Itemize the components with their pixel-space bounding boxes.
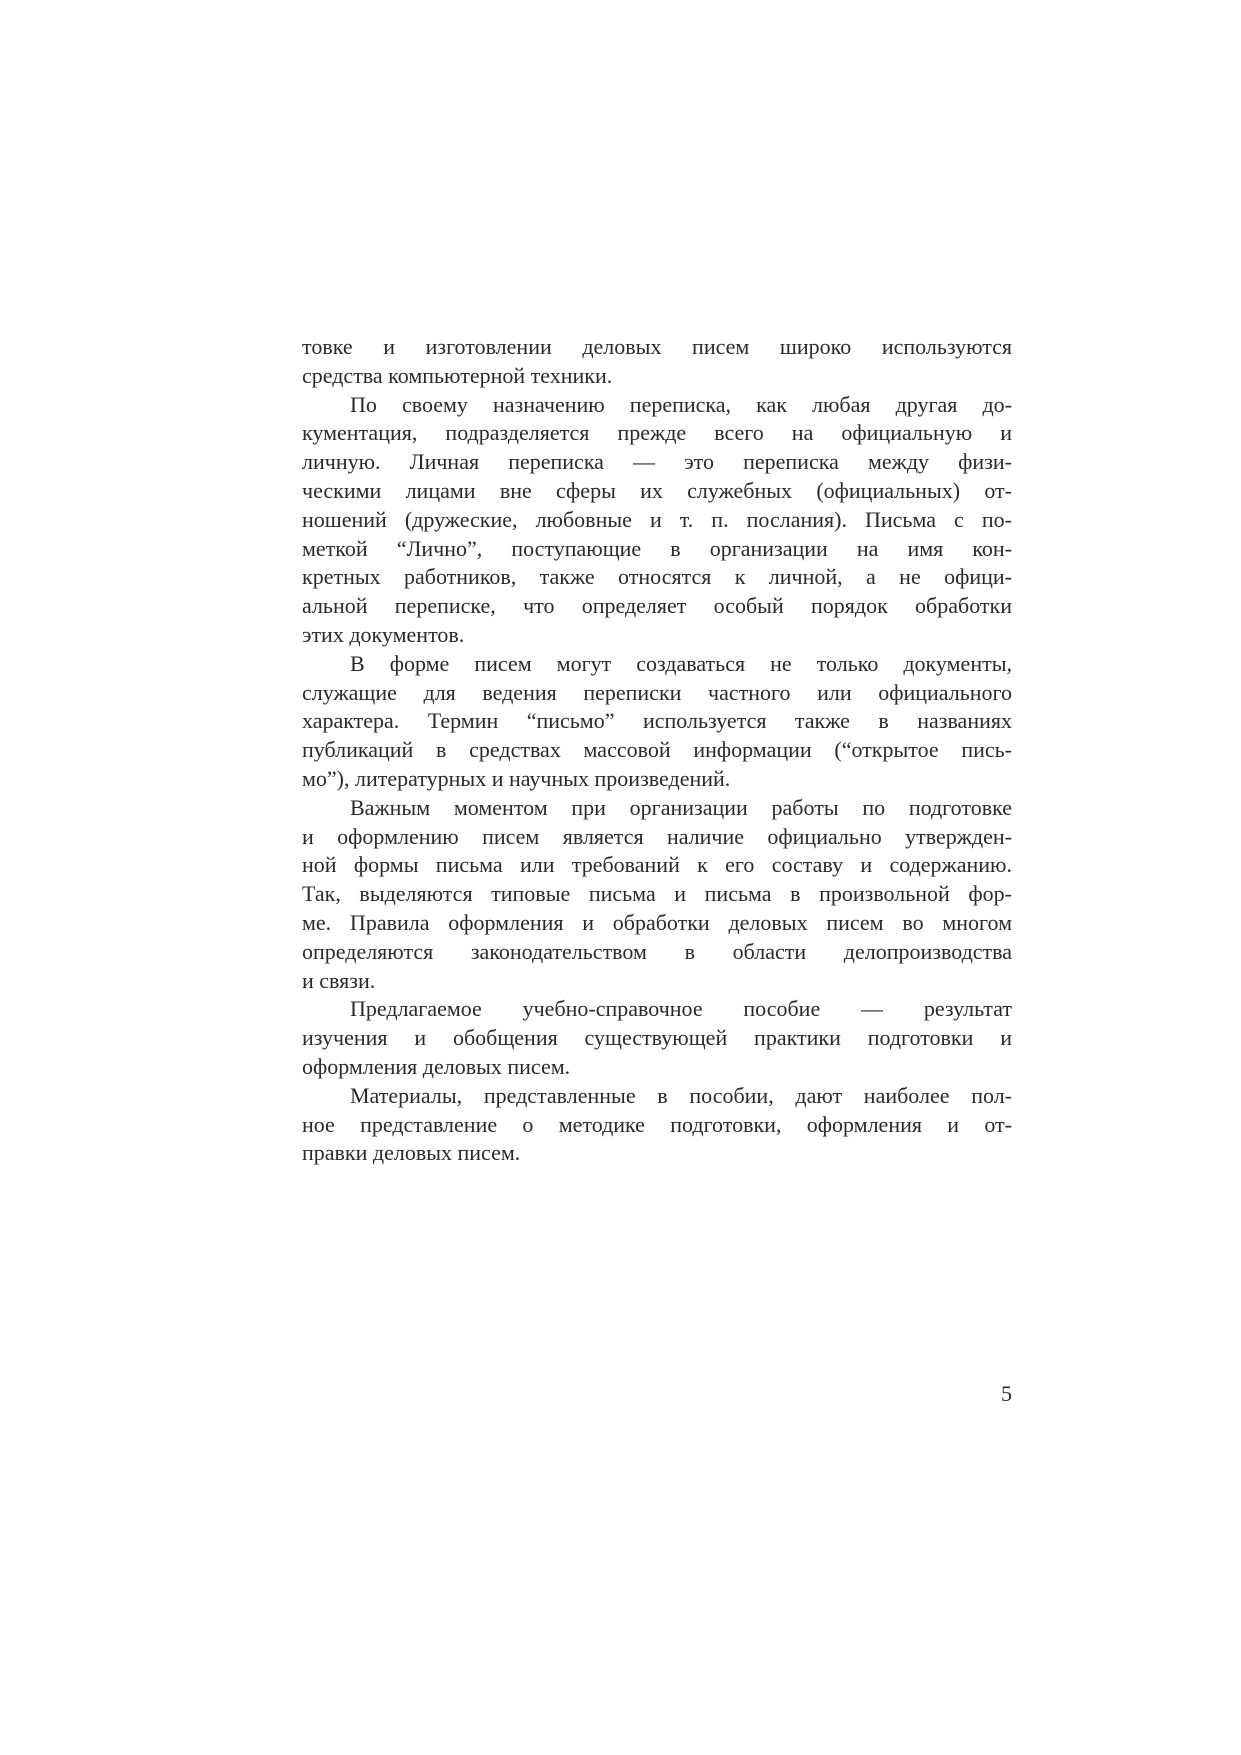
text-line: служащие для ведения переписки частного или официального: [302, 679, 1012, 705]
text-line: мо”), литературных и научных произведений.: [302, 765, 731, 791]
text-line: Важным моментом при организации работы по подготовке: [350, 794, 1012, 820]
text-line: ношений (дружеские, любовные и т. п. послания). Письма с по-: [302, 506, 1012, 532]
text-line: альной переписке, что определяет особый порядок обработки: [302, 593, 1012, 619]
paragraph: [302, 650, 1012, 794]
text-line: В форме писем могут создаваться не только документы,: [350, 650, 1012, 676]
text-line: изучения и обобщения существующей практики подготовки и: [302, 1025, 1012, 1051]
text-line: определяются законодательством в области делопроизводства: [302, 938, 1012, 964]
paragraph: [302, 391, 1012, 650]
paragraph: [302, 794, 1012, 996]
text-line: правки деловых писем.: [302, 1140, 521, 1166]
text-line: и связи.: [302, 967, 376, 993]
page-number: 5: [1001, 1381, 1012, 1406]
text-line: характера. Термин “письмо” используется также в названиях: [302, 708, 1012, 734]
text-line: Предлагаемое учебно-справочное пособие — результат: [350, 996, 1012, 1022]
paragraph: [302, 995, 1012, 1081]
paragraph: [302, 1082, 1012, 1168]
text-line: оформления деловых писем.: [302, 1053, 571, 1079]
text-line: этих документов.: [302, 621, 465, 647]
text-line: товке и изготовлении деловых писем широко используются: [302, 334, 1012, 359]
text-line: ме. Правила оформления и обработки деловых писем во многом: [302, 909, 1012, 935]
body-text: [302, 333, 1012, 1168]
text-line: и оформлению писем является наличие официально утвержден-: [302, 823, 1012, 849]
text-line: публикаций в средствах массовой информации (“открытое пись-: [302, 737, 1012, 763]
text-line: ческими лицами вне сферы их служебных (официальных) от-: [302, 477, 1012, 503]
text-line: личную. Личная переписка — это переписка между физи-: [302, 449, 1012, 475]
text-line: меткой “Лично”, поступающие в организации на имя кон-: [302, 535, 1012, 561]
text-line: ное представление о методике подготовки, оформления и от-: [302, 1111, 1012, 1137]
text-line: ной формы письма или требований к его составу и содержанию.: [302, 852, 1012, 878]
paragraph: [302, 333, 1012, 391]
text-line: Материалы, представленные в пособии, дают наиболее пол-: [350, 1082, 1012, 1108]
text-line: кретных работников, также относятся к личной, а не офици-: [302, 564, 1012, 590]
text-line: средства компьютерной техники.: [302, 362, 613, 388]
text-line: По своему назначению переписка, как любая другая до-: [350, 391, 1012, 417]
text-line: Так, выделяются типовые письма и письма в произвольной фор-: [302, 881, 1012, 907]
text-line: кументация, подразделяется прежде всего на официальную и: [302, 420, 1012, 446]
